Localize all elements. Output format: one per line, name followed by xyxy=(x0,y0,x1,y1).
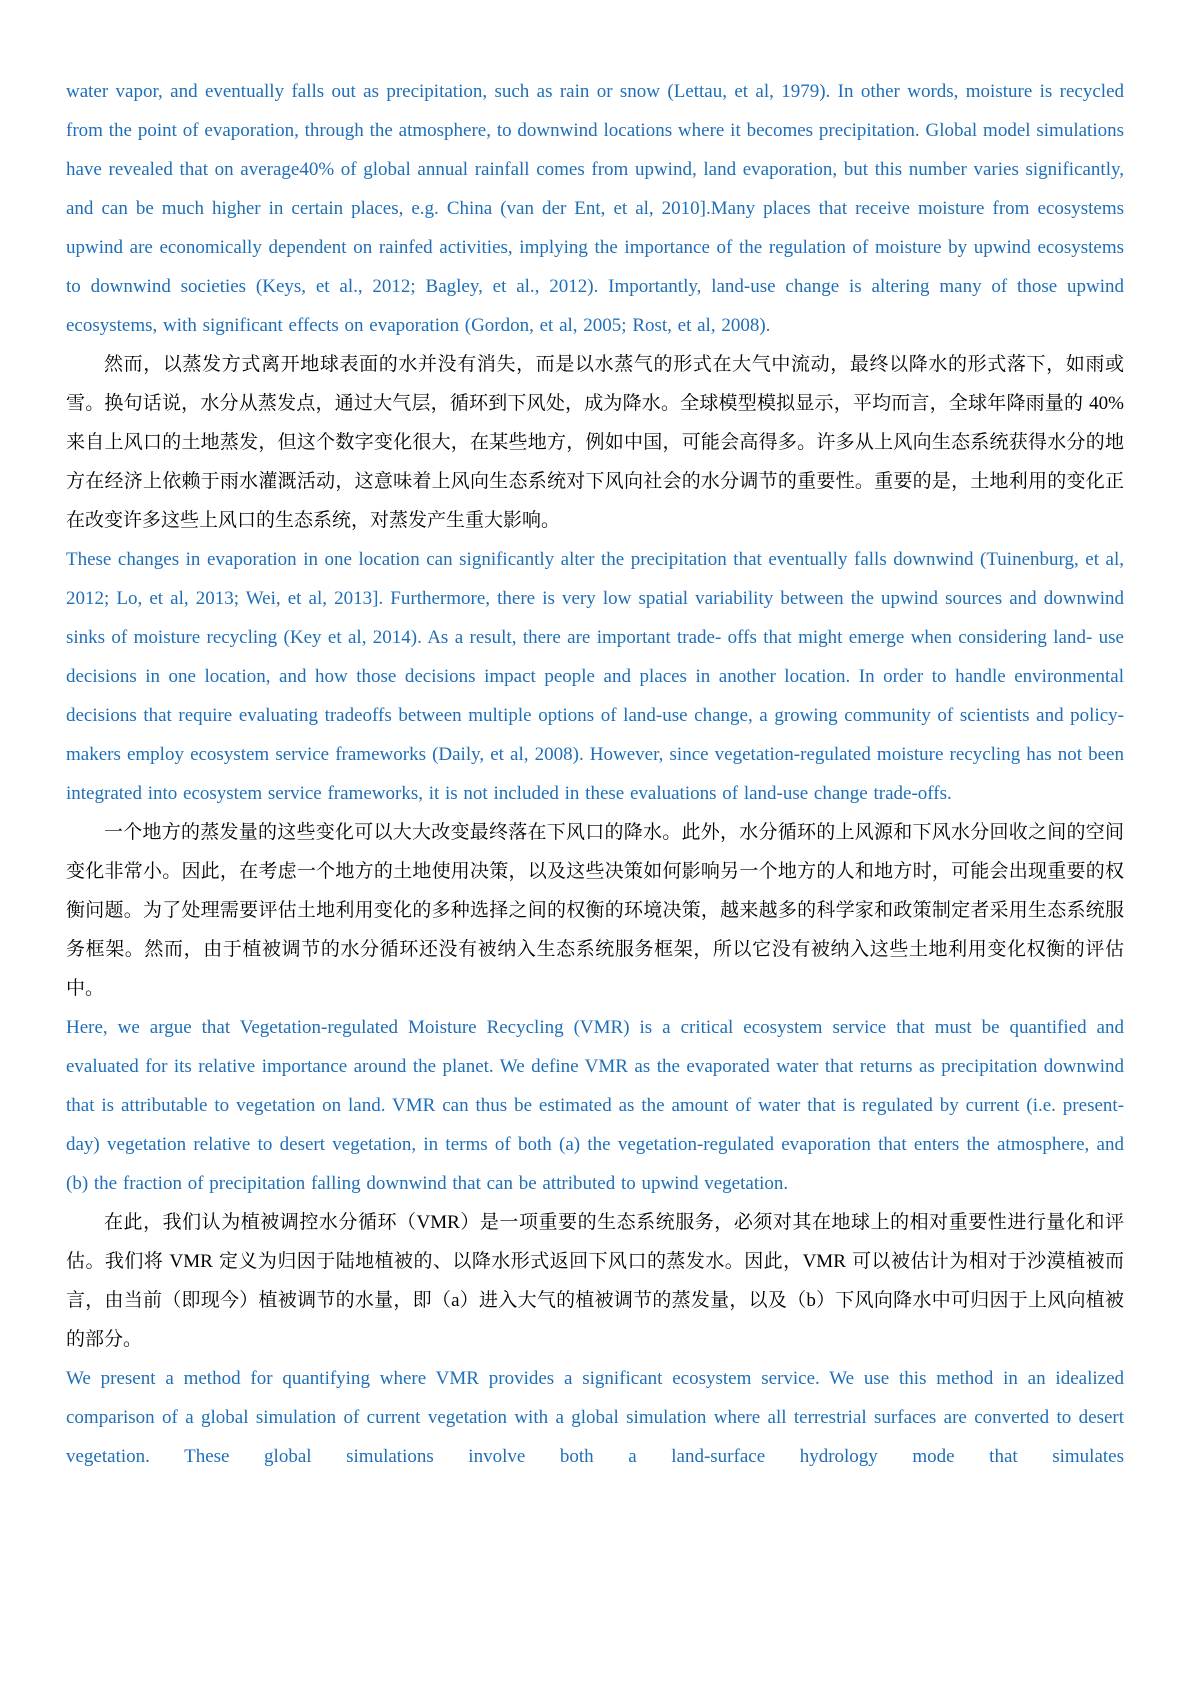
paragraph-chinese-2: 一个地方的蒸发量的这些变化可以大大改变最终落在下风口的降水。此外，水分循环的上风源和下风水分回收之间的空间变化非常小。因此，在考虑一个地方的土地使用决策，以及这些决策如何影响另一个地方的人和地方时，可能会出现重要的权衡问题。为了处理需要评估土地利用变化的多种选择之间的权衡的环境决策，越来越多的科学家和政策制定者采用生态系统服务框架。然而，由于植被调节的水分循环还没有被纳入生态系统服务框架，所以它没有被纳入这些土地利用变化权衡的评估中。 xyxy=(66,822,1124,999)
paragraph-english-1: water vapor, and eventually falls out as precipitation, such as rain or snow (Lettau, et al, 1979). In other words, moisture is recycled from the point of evaporation, through the atmosphere, to downwind locations where it becomes precipitation. Global model simulations have revealed that on average40% of global annual rainfall comes from upwind, land evaporation, but this number varies significantly, and can be much higher in certain places, e.g. China (van der Ent, et al, 2010].Many places that receive moisture from ecosystems upwind are economically dependent on rainfed activities, implying the importance of the regulation of moisture by upwind ecosystems to downwind societies (Keys, et al., 2012; Bagley, et al., 2012). Importantly, land-use change is altering many of those upwind ecosystems, with significant effects on evaporation (Gordon, et al, 2005; Rost, et al, 2008). xyxy=(66,81,1124,336)
paragraph-english-3: Here, we argue that Vegetation-regulated Moisture Recycling (VMR) is a critical ecosystem service that must be quantified and evaluated for its relative importance around the planet. We define VMR as the evaporated water that returns as precipitation downwind that is attributable to vegetation on land. VMR can thus be estimated as the amount of water that is regulated by current (i.e. present-day) vegetation relative to desert vegetation, in terms of both (a) the vegetation-regulated evaporation that enters the atmosphere, and (b) the fraction of precipitation falling downwind that can be attributed to upwind vegetation. xyxy=(66,1017,1124,1194)
paragraph-chinese-1: 然而，以蒸发方式离开地球表面的水并没有消失，而是以水蒸气的形式在大气中流动，最终以降水的形式落下，如雨或雪。换句话说，水分从蒸发点，通过大气层，循环到下风处，成为降水。全球模型模拟显示，平均而言，全球年降雨量的 40%来自上风口的土地蒸发，但这个数字变化很大，在某些地方，例如中国，可能会高得多。许多从上风向生态系统获得水分的地方在经济上依赖于雨水灌溉活动，这意味着上风向生态系统对下风向社会的水分调节的重要性。重要的是，土地利用的变化正在改变许多这些上风口的生态系统，对蒸发产生重大影响。 xyxy=(66,354,1124,531)
paragraph-english-2: These changes in evaporation in one location can significantly alter the precipitation that eventually falls downwind (Tuinenburg, et al, 2012; Lo, et al, 2013; Wei, et al, 2013]. Furthermore, there is very low spatial variability between the upwind sources and downwind sinks of moisture recycling (Key et al, 2014). As a result, there are important trade- offs that might emerge when considering land- use decisions in one location, and how those decisions impact people and places in another location. In order to handle environmental decisions that require evaluating tradeoffs between multiple options of land-use change, a growing community of scientists and policy-makers employ ecosystem service frameworks (Daily, et al, 2008). However, since vegetation-regulated moisture recycling has not been integrated into ecosystem service frameworks, it is not included in these evaluations of land-use change trade-offs. xyxy=(66,549,1124,804)
paragraph-chinese-3: 在此，我们认为植被调控水分循环（VMR）是一项重要的生态系统服务，必须对其在地球上的相对重要性进行量化和评估。我们将 VMR 定义为归因于陆地植被的、以降水形式返回下风口的蒸发水。因此，VMR 可以被估计为相对于沙漠植被而言，由当前（即现今）植被调节的水量，即（a）进入大气的植被调节的蒸发量，以及（b）下风向降水中可归因于上风向植被的部分。 xyxy=(66,1212,1124,1350)
paragraph-english-4: We present a method for quantifying where VMR provides a significant ecosystem service. We use this method in an idealized comparison of a global simulation of current vegetation with a global simulation where all terrestrial surfaces are converted to desert vegetation. These global simulations involve both a land-surface hydrology mode that simulates xyxy=(66,1368,1124,1467)
